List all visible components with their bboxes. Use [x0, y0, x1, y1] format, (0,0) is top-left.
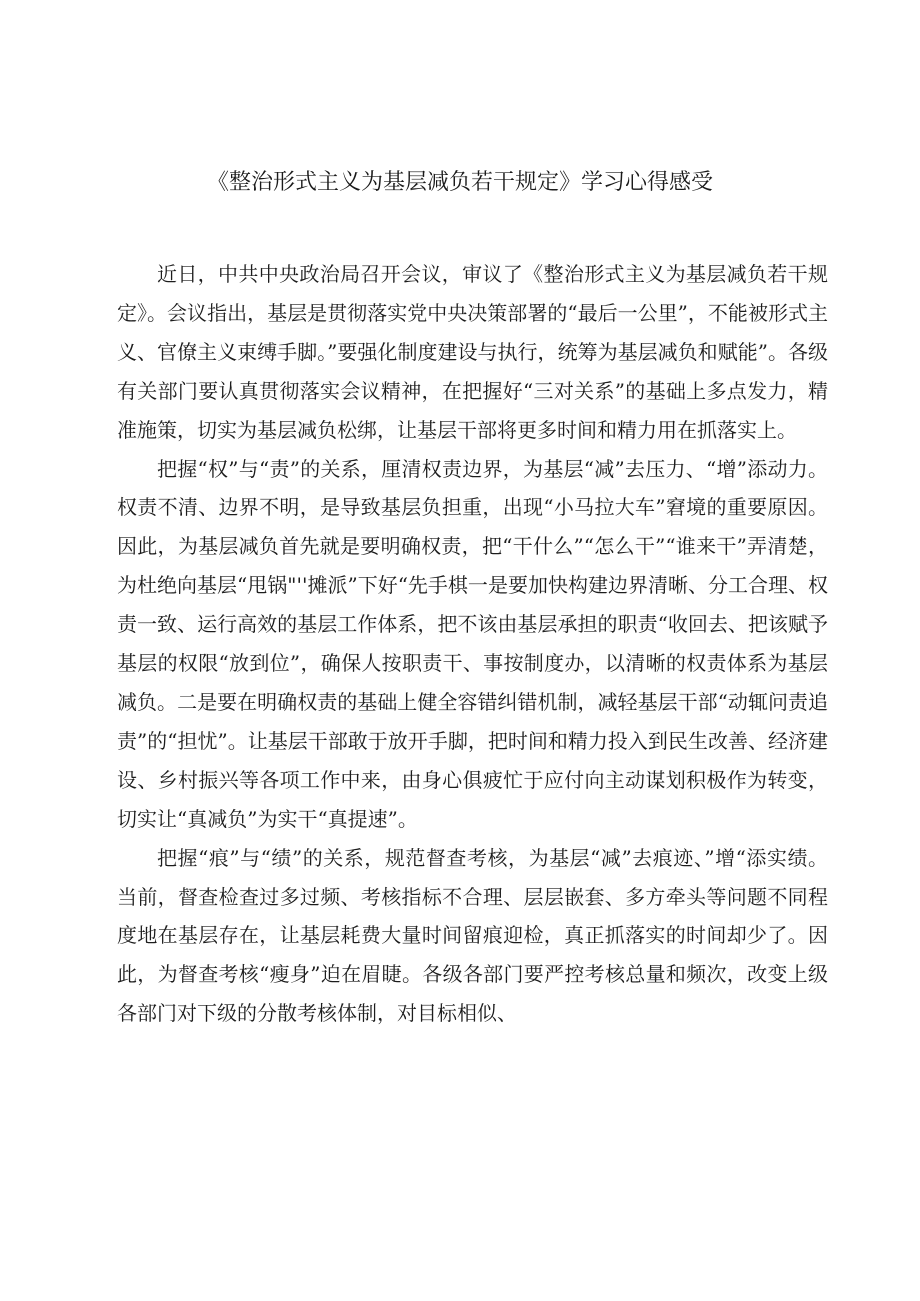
paragraph-3: 把握“痕”与“绩”的关系，规范督查考核，为基层“减”去痕迹、”增“添实绩。当前，督查检查过多过频、考核指标不合理、层层嵌套、多方牵头等问题不同程度地在基层存在，让基层耗费大量时间留痕迎检，真正抓落实的时间却少了。因此，为督查考核“瘦身”迫在眉睫。各级各部门要严控考核总量和频次，改变上级各部门对下级的分散考核体制，对目标相似、: [117, 845, 828, 1026]
paragraph-2: 把握“权”与“责”的关系，厘清权责边界，为基层“减”去压力、“增”添动力。权责不清、边界不明，是导致基层负担重，出现“小马拉大车”窘境的重要原因。因此，为基层减负首先就是要明确权责，把“干什么”“怎么干”“谁来干”弄清楚，为杜绝向基层“甩锅"''摊派”下好“先手棋一是要加快构建边界清晰、分工合理、权责一致、运行高效的基层工作体系，把不该由基层承担的职责“收回去、把该赋予基层的权限“放到位”，确保人按职责干、事按制度办，以清晰的权责体系为基层减负。二是要在明确权责的基础上健全容错纠错机制，减轻基层干部“动辄问责追责”的“担忧”。让基层干部敢于放开手脚，把时间和精力投入到民生改善、经济建设、乡村振兴等各项工作中来，由身心俱疲忙于应付向主动谋划积极作为转变，切实让“真减负”为实干“真提速”。: [117, 456, 828, 831]
paragraph-1: 近日，中共中央政治局召开会议，审议了《整治形式主义为基层减负若干规定》。会议指出，基层是贯彻落实党中央决策部署的“最后一公里”，不能被形式主义、官僚主义束缚手脚。”要强化制度建设与执行，统筹为基层减负和赋能”。各级有关部门要认真贯彻落实会议精神，在把握好“三对关系”的基础上多点发力，精准施策，切实为基层减负松绑，让基层干部将更多时间和精力用在抓落实上。: [117, 262, 828, 442]
document-body: [117, 255, 828, 1033]
document-title: 《整治形式主义为基层减负若干规定》学习心得感受: [206, 170, 713, 195]
